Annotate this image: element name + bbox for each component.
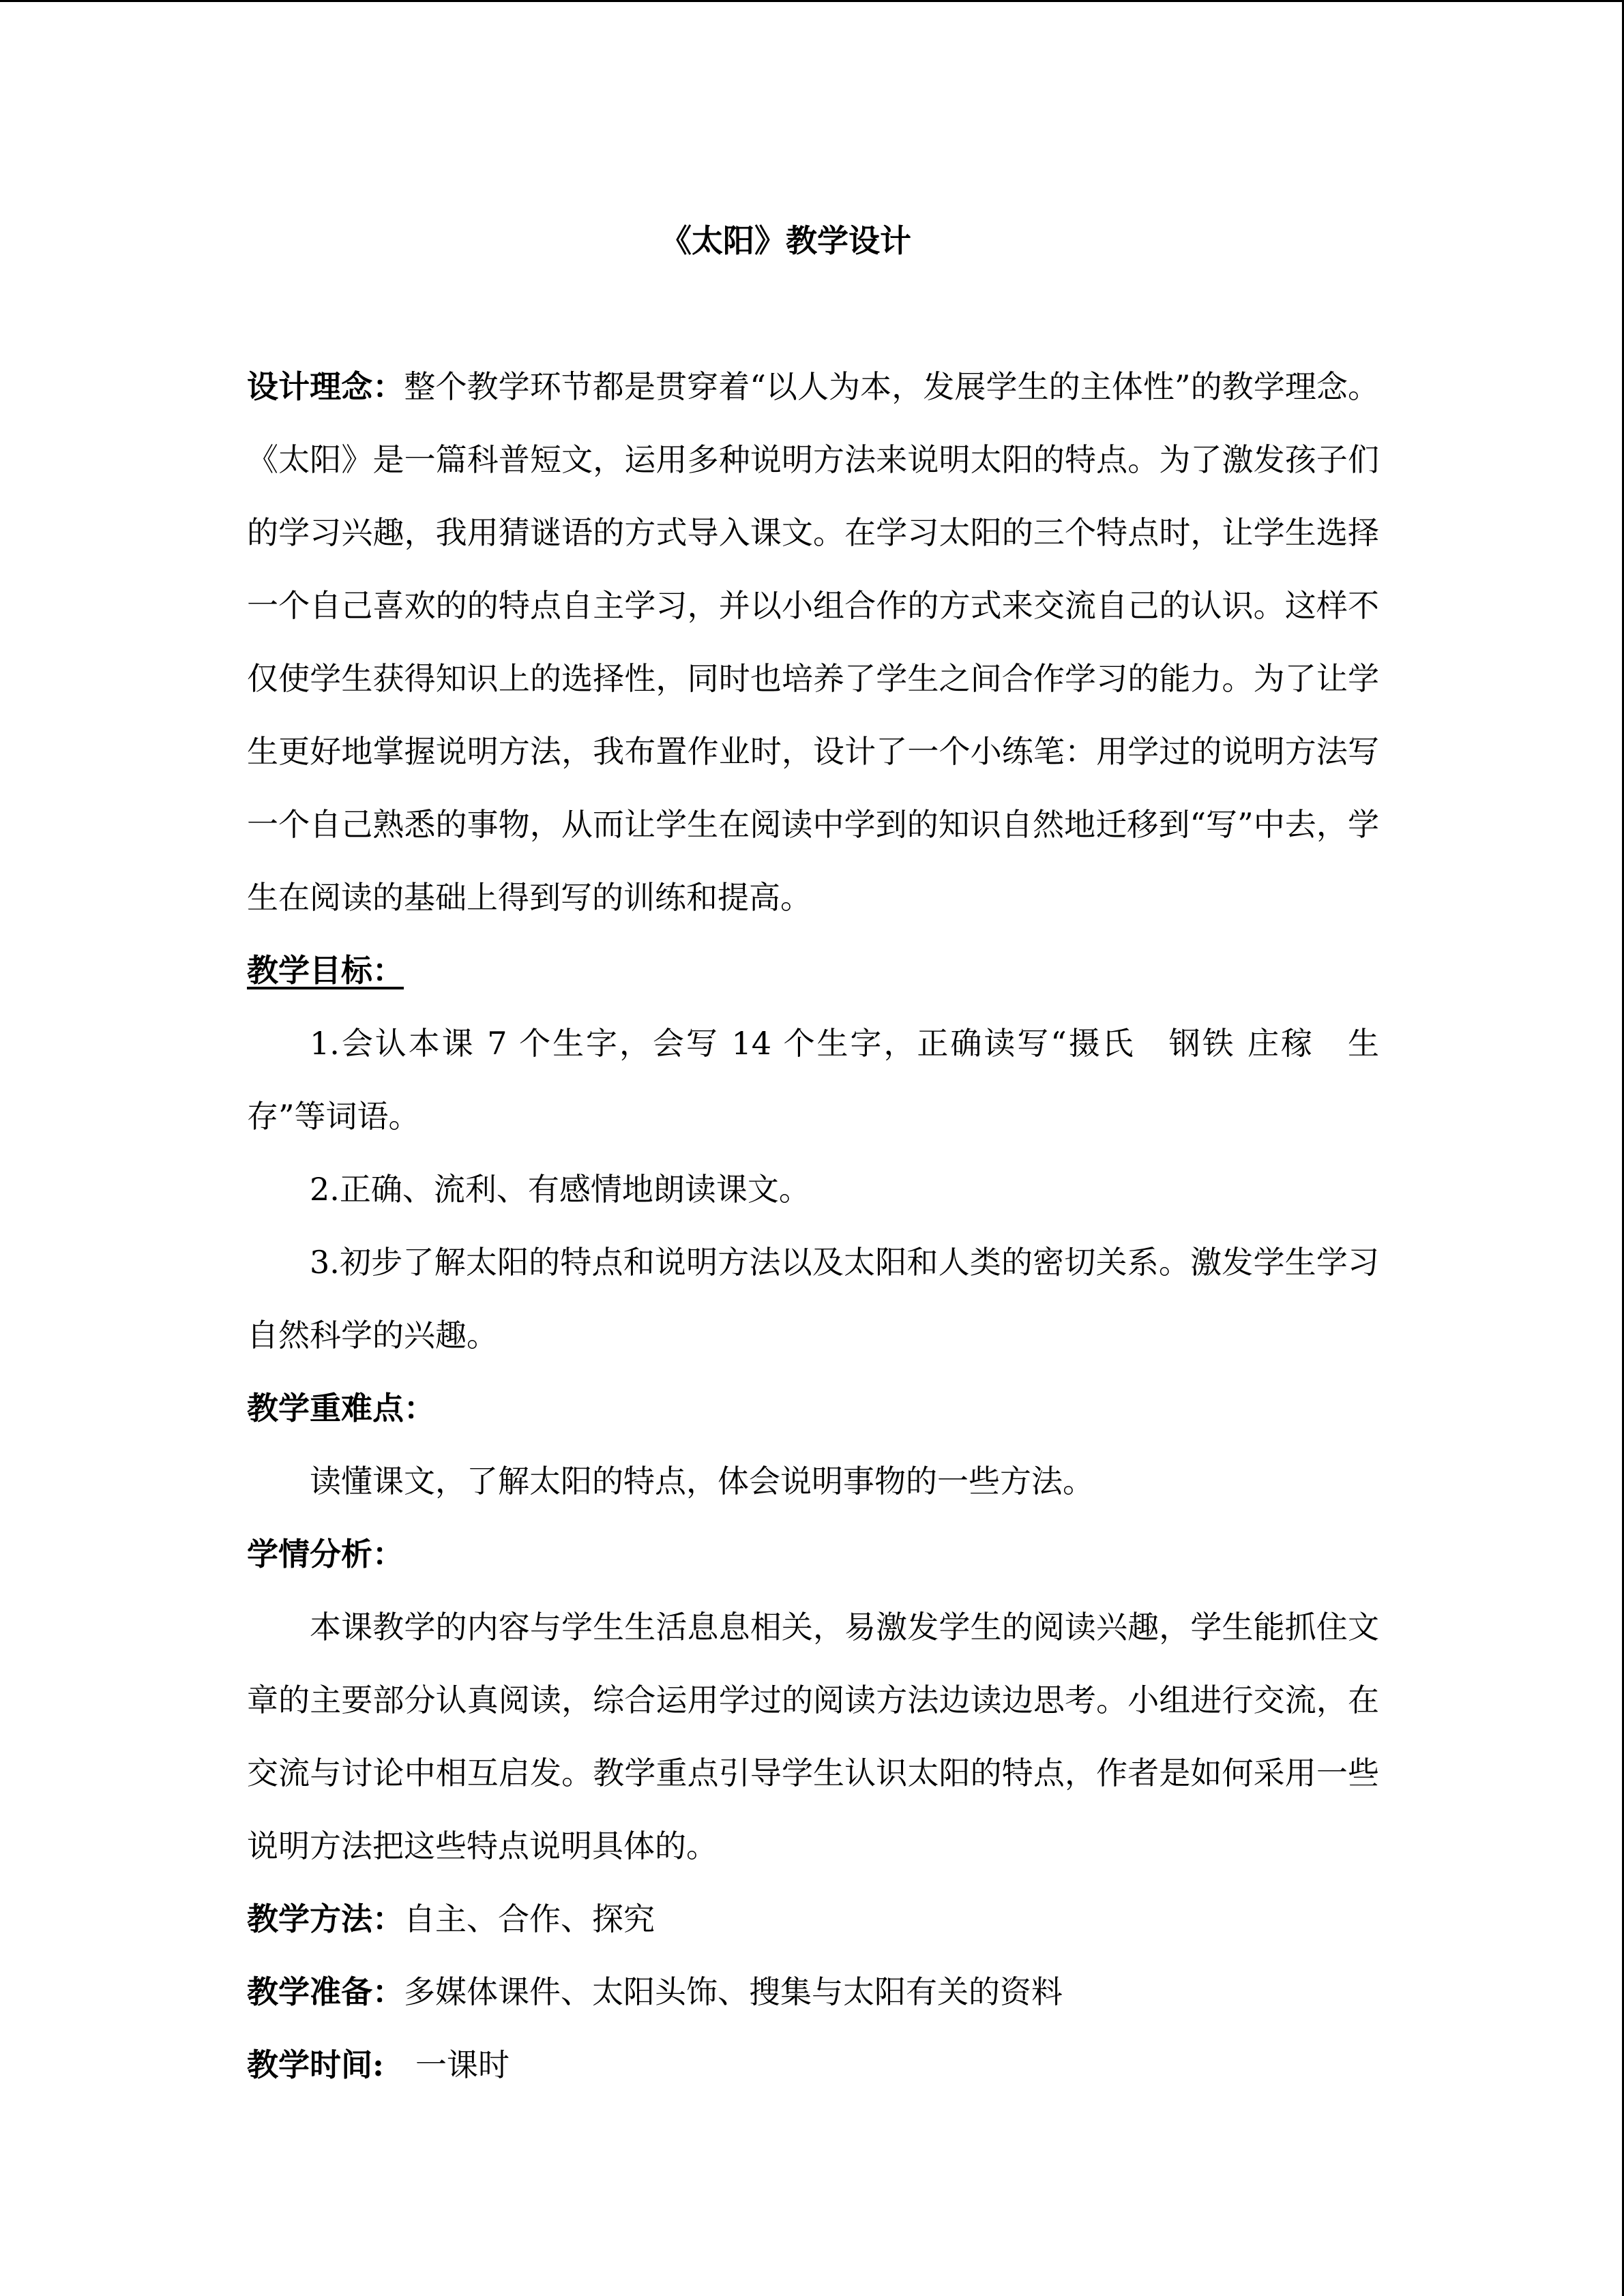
time-text: 一课时 bbox=[415, 2046, 510, 2083]
analysis-heading bbox=[247, 1518, 1379, 1591]
page-border-top bbox=[0, 0, 1624, 2]
objective-item-1: 1.会认本课 7 个生字，会写 14 个生字，正确读写“摄氏 钢铁 庄稼 生存”等词语。 bbox=[247, 1025, 1379, 1135]
document-page bbox=[247, 205, 1379, 2102]
methods-label: 教学方法： bbox=[247, 1900, 404, 1937]
design-concept-text: 整个教学环节都是贯穿着“以人为本，发展学生的主体性”的教学理念。《太阳》是一篇科普短文，运用多种说明方法来说明太阳的特点。为了激发孩子们的学习兴趣，我用猜谜语的方式导入课文。在学习太阳的三个特点时，让学生选择一个自己喜欢的的特点自主学习，并以小组合作的方式来交流自己的认识。这样不仅使学生获得知识上的选择性，同时也培养了学生之间合作学习的能力。为了让学生更好地掌握说明方法，我布置作业时，设计了一个小练笔：用学过的说明方法写一个自己熟悉的事物，从而让学生在阅读中学到的知识自然地迁移到“写”中去，学生在阅读的基础上得到写的训练和提高。 bbox=[247, 368, 1379, 916]
time-line bbox=[247, 2029, 1379, 2102]
objectives-label: 教学目标： bbox=[247, 952, 404, 989]
time-label: 教学时间: bbox=[247, 2046, 384, 2083]
methods-text: 自主、合作、探究 bbox=[404, 1900, 655, 1937]
preparation-label: 教学准备： bbox=[247, 1973, 404, 2010]
key-points-heading bbox=[247, 1372, 1379, 1445]
key-points-text: 读懂课文，了解太阳的特点，体会说明事物的一些方法。 bbox=[310, 1463, 1094, 1500]
design-concept-paragraph bbox=[247, 351, 1379, 934]
document-title: 《太阳》教学设计 bbox=[660, 222, 911, 259]
preparation-line bbox=[247, 1956, 1379, 2029]
objective-item-3: 3.初步了解太阳的特点和说明方法以及太阳和人类的密切关系。激发学生学习自然科学的兴趣。 bbox=[247, 1244, 1379, 1354]
objectives-heading bbox=[247, 934, 1379, 1007]
objective-item-2: 2.正确、流利、有感情地朗读课文。 bbox=[310, 1171, 810, 1208]
analysis-text: 本课教学的内容与学生生活息息相关，易激发学生的阅读兴趣，学生能抓住文章的主要部分认真阅读，综合运用学过的阅读方法边读边思考。小组进行交流，在交流与讨论中相互启发。教学重点引导学生认识太阳的特点，作者是如何采用一些说明方法把这些特点说明具体的。 bbox=[247, 1609, 1379, 1864]
design-concept-label: 设计理念： bbox=[247, 368, 404, 405]
key-points-label: 教学重难点： bbox=[247, 1390, 435, 1427]
preparation-text: 多媒体课件、太阳头饰、搜集与太阳有关的资料 bbox=[404, 1973, 1063, 2010]
analysis-label: 学情分析： bbox=[247, 1536, 404, 1572]
methods-line bbox=[247, 1883, 1379, 1956]
